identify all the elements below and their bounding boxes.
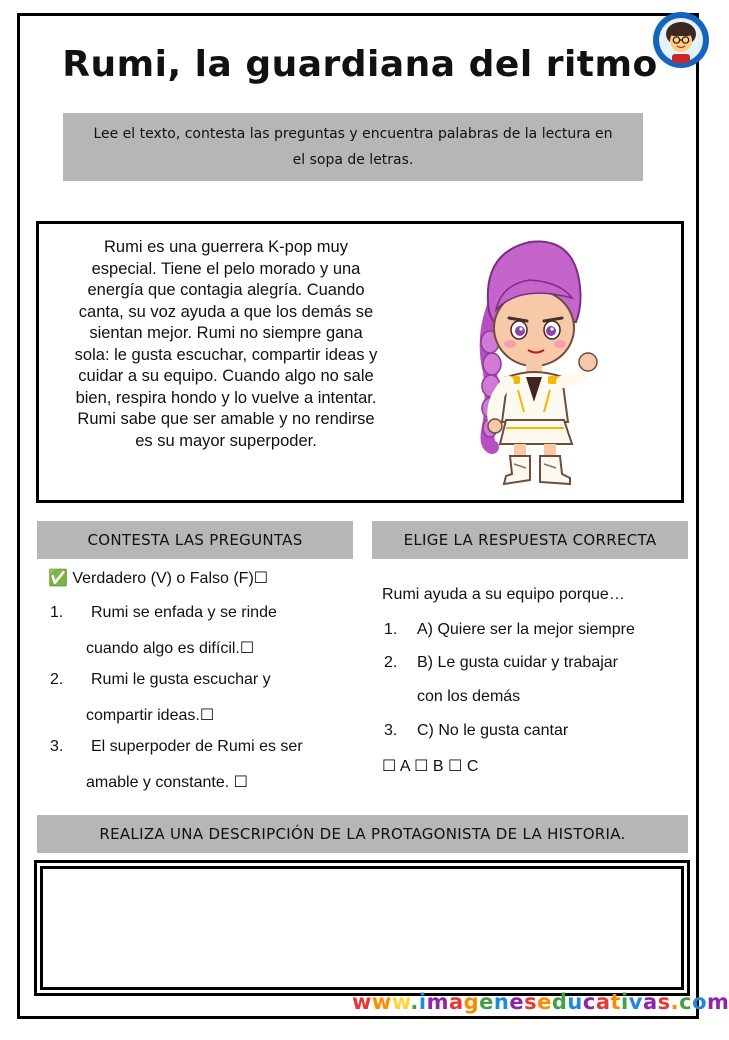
page-title: Rumi, la guardiana del ritmo	[62, 44, 658, 85]
question-number: 2.	[50, 671, 64, 688]
website-letter: w	[371, 990, 392, 1014]
website-letter: m	[707, 990, 729, 1014]
website-letter: w	[391, 990, 411, 1014]
website-letter: a	[448, 990, 464, 1014]
story-line: canta, su voz ayuda a que los demás se	[78, 302, 374, 321]
option-number: 2.	[384, 654, 398, 671]
website-letter: i	[418, 990, 427, 1014]
website-letter: e	[509, 990, 525, 1014]
true-false-instruction: ✅ Verdadero (V) o Falso (F)☐	[48, 570, 269, 587]
website-letter: .	[670, 990, 680, 1014]
website-letter: w	[352, 990, 372, 1014]
rumi-character-illustration	[460, 232, 620, 494]
website-letter: a	[642, 990, 658, 1014]
story-line: Rumi sabe que ser amable y no rendirse	[77, 410, 375, 428]
website-letter: e	[537, 990, 552, 1014]
website-letter: a	[595, 990, 611, 1014]
story-line: energía que contagia alegría. Cuando	[87, 281, 365, 299]
website-letter: u	[567, 990, 583, 1014]
choice-header: ELIGE LA RESPUESTA CORRECTA	[372, 521, 688, 559]
story-line: es su mayor superpoder.	[135, 431, 317, 450]
website-letter: c	[582, 990, 596, 1014]
site-logo-icon	[651, 10, 711, 70]
story-line: sientan mejor. Rumi no siempre gana	[89, 324, 363, 342]
website-letter: v	[628, 990, 643, 1014]
questions-header: CONTESTA LAS PREGUNTAS	[37, 521, 353, 559]
website-letter: g	[463, 990, 480, 1014]
website-letter: t	[610, 990, 622, 1014]
option-number: 3.	[384, 722, 398, 739]
story-line: bien, respira hondo y lo vuelve a intentar.	[75, 388, 377, 407]
question-number: 3.	[50, 738, 64, 755]
option-text: B) Le gusta cuidar y trabajar	[417, 654, 618, 671]
question-text: amable y constante. ☐	[86, 774, 248, 791]
answer-checkboxes[interactable]: ☐ A ☐ B ☐ C	[382, 758, 479, 775]
website-letter: d	[551, 990, 568, 1014]
option-number: 1.	[384, 621, 398, 638]
story-text	[52, 237, 400, 452]
story-line: Rumi es una guerrera K-pop muy	[104, 238, 348, 256]
website-letter: c	[679, 990, 693, 1014]
website-letter: m	[426, 990, 449, 1014]
website-letter: i	[621, 990, 629, 1014]
story-line: sola: le gusta escuchar, compartir ideas y	[74, 345, 378, 364]
option-text: A) Quiere ser la mejor siempre	[417, 621, 635, 638]
website-url	[352, 990, 729, 1014]
description-answer-inner	[40, 866, 684, 990]
question-text: Rumi le gusta escuchar y	[91, 671, 271, 688]
question-text: cuando algo es difícil.☐	[86, 640, 255, 657]
choice-question-text: Rumi ayuda a su equipo porque…	[382, 586, 625, 603]
question-text: Rumi se enfada y se rinde	[91, 604, 277, 621]
question-text: compartir ideas.☐	[86, 707, 215, 724]
website-letter: o	[692, 990, 707, 1014]
instructions-banner: Lee el texto, contesta las preguntas y encuentra palabras de la lectura en el sopa de letras.	[63, 113, 643, 181]
story-line: especial. Tiene el pelo morado y una	[91, 259, 361, 278]
website-letter: e	[479, 990, 494, 1014]
website-letter: s	[524, 990, 538, 1014]
website-letter: n	[493, 990, 510, 1014]
question-text: El superpoder de Rumi es ser	[91, 738, 303, 755]
website-letter: .	[410, 990, 419, 1014]
website-letter: s	[657, 990, 671, 1014]
description-header: REALIZA UNA DESCRIPCIÓN DE LA PROTAGONISTA DE LA HISTORIA.	[37, 815, 688, 853]
description-answer-box[interactable]	[34, 860, 690, 996]
question-number: 1.	[50, 604, 64, 621]
story-line: cuidar a su equipo. Cuando algo no sale	[78, 367, 374, 385]
option-text: con los demás	[417, 688, 521, 705]
option-text: C) No le gusta cantar	[417, 722, 569, 739]
